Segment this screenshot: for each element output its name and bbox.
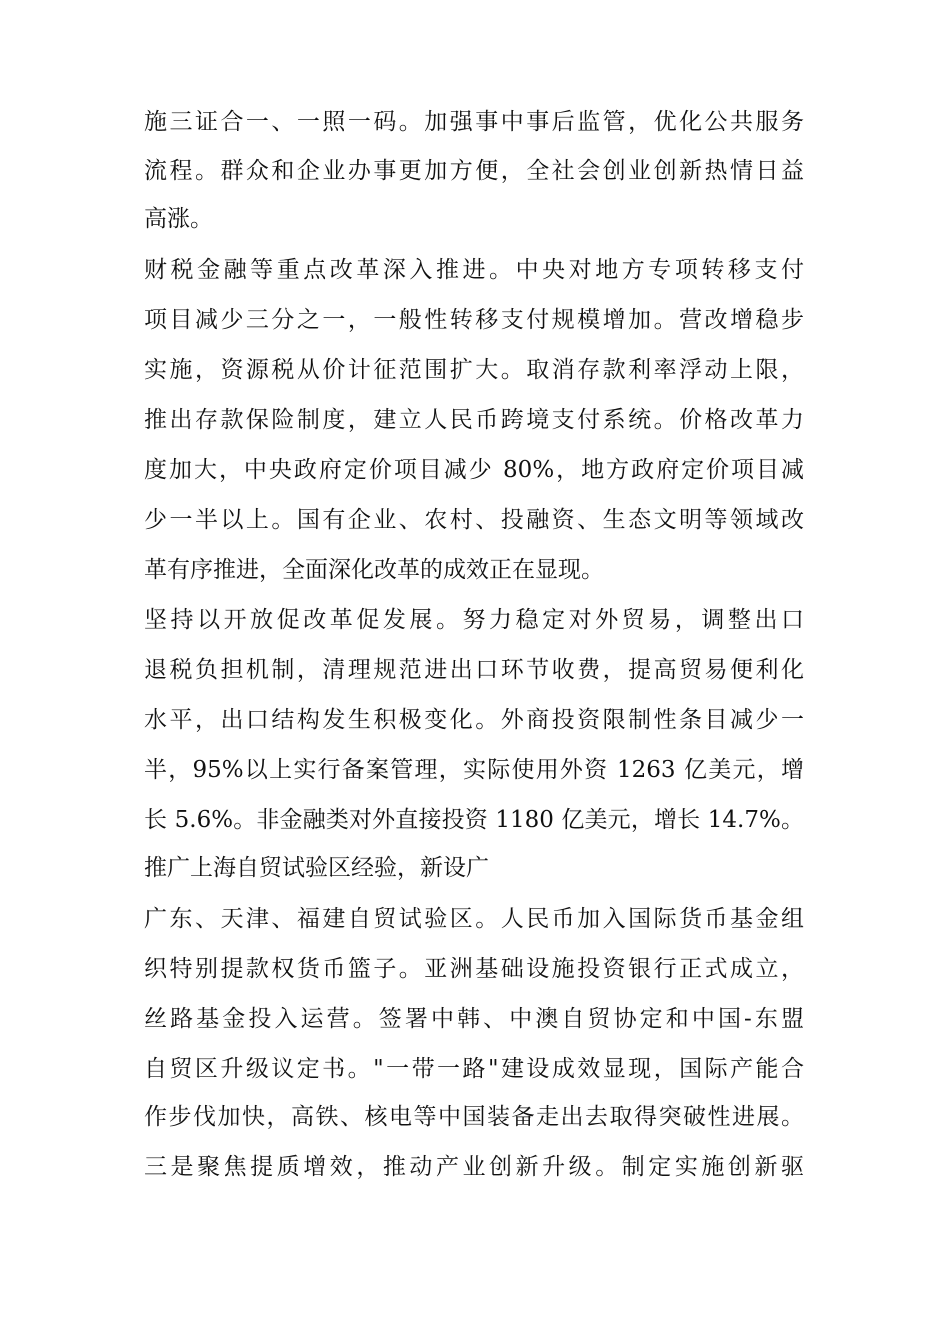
paragraph-start-line: 财税金融等重点改革深入推进。中央对地方专项转移支付 (144, 257, 804, 283)
text-line: 半，95%以上实行备案管理，实际使用外资 1263 亿美元，增 (144, 757, 804, 783)
text-line: 自贸区升级议定书。"一带一路"建设成效显现，国际产能合 (144, 1056, 804, 1082)
text-line: 革有序推进，全面深化改革的成效正在显现。 (144, 557, 604, 583)
text-line: 高涨。 (144, 206, 213, 232)
text-line: 作步伐加快，高铁、核电等中国装备走出去取得突破性进展。 (144, 1104, 804, 1130)
text-line: 项目减少三分之一，一般性转移支付规模增加。营改增稳步 (144, 307, 804, 333)
text-line: 实施，资源税从价计征范围扩大。取消存款利率浮动上限， (144, 357, 804, 383)
text-line: 度加大，中央政府定价项目减少 80%，地方政府定价项目减 (144, 457, 804, 483)
text-line: 推广上海自贸试验区经验，新设广 (144, 855, 489, 881)
text-line: 施三证合一、一照一码。加强事中事后监管，优化公共服务 (144, 109, 804, 135)
text-line: 长 5.6%。非金融类对外直接投资 1180 亿美元，增长 14.7%。 (144, 807, 804, 833)
text-line: 广东、天津、福建自贸试验区。人民币加入国际货币基金组 (144, 906, 804, 932)
text-line: 丝路基金投入运营。签署中韩、中澳自贸协定和中国-东盟 (144, 1006, 804, 1032)
text-line: 织特别提款权货币篮子。亚洲基础设施投资银行正式成立， (144, 956, 804, 982)
text-line: 退税负担机制，清理规范进出口环节收费，提高贸易便利化 (144, 657, 804, 683)
text-line: 水平，出口结构发生积极变化。外商投资限制性条目减少一 (144, 707, 804, 733)
paragraph-start-line: 三是聚焦提质增效，推动产业创新升级。制定实施创新驱 (144, 1154, 804, 1180)
text-line: 少一半以上。国有企业、农村、投融资、生态文明等领域改 (144, 507, 804, 533)
text-line: 流程。群众和企业办事更加方便，全社会创业创新热情日益 (144, 158, 804, 184)
text-line: 推出存款保险制度，建立人民币跨境支付系统。价格改革力 (144, 407, 804, 433)
paragraph-start-line: 坚持以开放促改革促发展。努力稳定对外贸易，调整出口 (144, 607, 804, 633)
